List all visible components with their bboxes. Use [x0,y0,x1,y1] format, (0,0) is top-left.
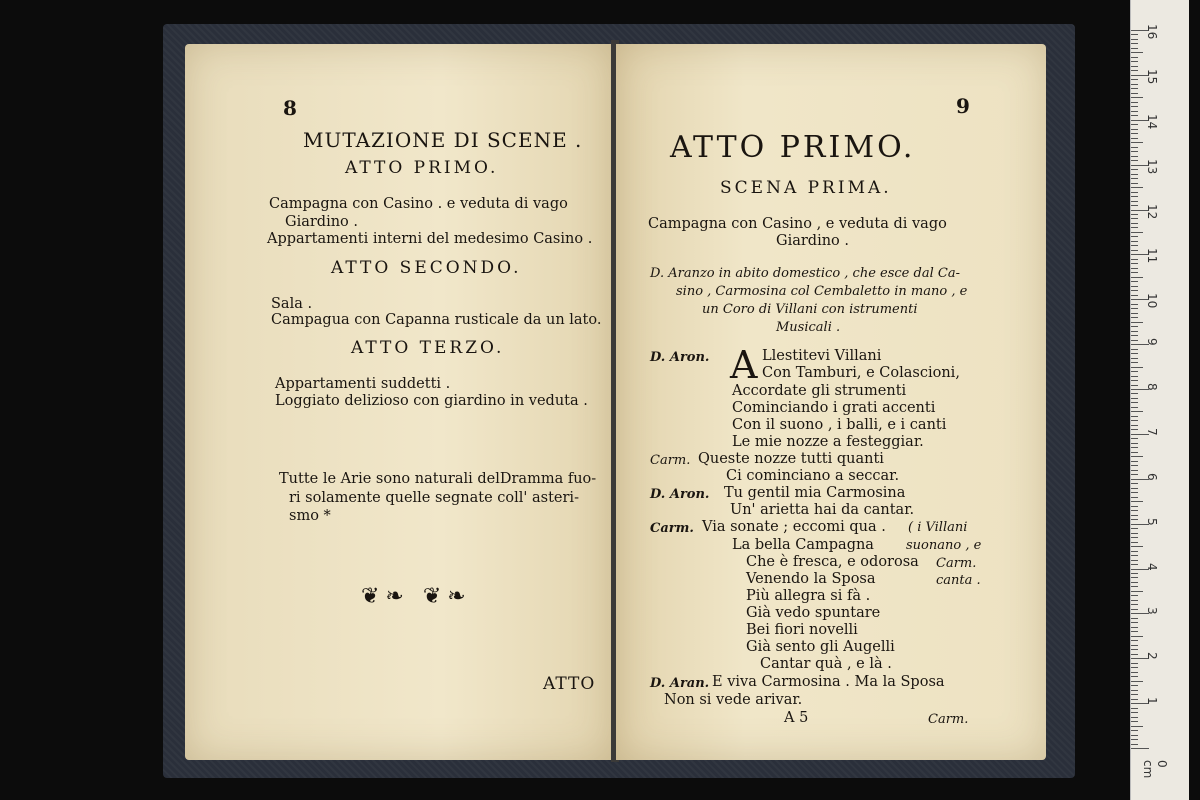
left-page [185,44,613,760]
drop-cap: A [730,343,758,387]
text-line: Sala . [271,296,313,312]
ruler-tick [1131,106,1138,107]
ruler-tick [1131,138,1138,139]
scene-heading: SCENA PRIMA. [720,178,892,198]
ruler-tick [1131,250,1138,251]
ruler-tick [1131,416,1138,417]
ruler-tick [1131,129,1138,130]
measurement-ruler [1130,0,1189,800]
ruler-tick [1131,708,1138,709]
ruler-tick [1131,425,1138,426]
ruler-tick [1131,717,1138,718]
verse-line: Le mie nozze a festeggiar. [732,434,924,450]
ruler-tick [1131,735,1138,736]
verse-line: Non si vede arivar. [664,692,803,708]
text-line: Campagua con Capanna rusticale da un lato. [271,312,602,328]
verse-line: E viva Carmosina . Ma la Sposa [712,674,945,690]
page-title: ATTO PRIMO. [670,130,916,165]
ruler-tick [1131,519,1138,520]
verse-line: Che è fresca, e odorosa [746,554,919,570]
ruler-tick [1131,443,1138,444]
ruler-tick [1131,160,1138,161]
ruler-tick [1131,205,1138,206]
ruler-tick [1131,582,1138,583]
ruler-tick [1131,398,1138,399]
ruler-tick [1131,690,1138,691]
page-title: MUTAZIONE DI SCENE . [303,128,583,152]
ruler-tick [1131,308,1138,309]
speaker: D. Aron. [650,487,710,502]
verse-line: Cantar quà , e là . [760,656,892,672]
ruler-tick [1131,712,1138,713]
ruler-tick [1131,649,1138,650]
ruler-tick [1131,595,1138,596]
ruler-tick [1131,187,1143,188]
ruler-tick [1131,183,1138,184]
ruler-tick [1131,335,1138,336]
page-number: 8 [283,96,297,120]
ruler-tick [1131,542,1138,543]
ruler-tick [1131,402,1138,403]
setting-line: Giardino . [776,233,850,249]
ruler-tick [1131,371,1138,372]
ruler-tick [1131,730,1138,731]
ruler-tick [1131,385,1138,386]
ruler-tick [1131,322,1143,323]
ruler-tick [1131,70,1138,71]
ruler-tick [1131,685,1138,686]
ruler-tick [1131,151,1138,152]
side-direction: canta . [936,573,981,588]
text-line: Loggiato delizioso con giardino in veduta . [275,393,588,409]
ruler-tick [1131,447,1138,448]
ruler-tick [1131,456,1143,457]
ruler-tick [1131,506,1138,507]
ruler-tick [1131,609,1138,610]
ruler-tick [1131,492,1138,493]
page-number: 9 [956,94,970,118]
ruler-unit-label: 0 cm [1141,760,1169,779]
verse-line: Queste nozze tutti quanti [698,451,884,467]
ruler-tick [1131,241,1138,242]
ruler-tick [1131,573,1138,574]
ruler-tick [1131,317,1138,318]
ruler-tick [1131,272,1138,273]
ruler-number: 8 [1145,383,1159,391]
verse-line: Venendo la Sposa [746,571,876,587]
ruler-tick [1131,223,1138,224]
signature-mark: A 5 [784,710,809,726]
ruler-tick [1131,192,1138,193]
ruler-number: 3 [1145,607,1159,616]
ruler-tick [1131,631,1138,632]
ruler-tick [1131,510,1138,511]
ruler-tick [1131,290,1138,291]
verse-line: Con il suono , i balli, e i canti [732,417,947,433]
ruler-tick [1131,461,1138,462]
ruler-tick [1131,169,1138,170]
ruler-number: 12 [1145,203,1159,219]
act-heading: ATTO PRIMO. [345,158,499,178]
ruler-tick [1131,411,1143,412]
ruler-number: 4 [1145,562,1159,571]
ruler-tick [1131,97,1143,98]
ruler-tick [1131,586,1138,587]
text-line: Campagna con Casino . e veduta di vago [269,196,568,212]
ruler-tick [1131,528,1138,529]
verse-line: Llestitevi Villani [762,348,882,364]
speaker: D. Aran. [650,676,710,691]
catchword: ATTO [543,674,596,694]
ruler-tick [1131,546,1143,547]
ruler-tick [1131,515,1138,516]
ruler-tick [1131,362,1138,363]
stage-direction: sino , Carmosina col Cembaletto in mano , e [676,284,968,299]
stage-direction: Musicali . [776,320,841,335]
ruler-tick [1131,465,1138,466]
ruler-tick [1131,93,1138,94]
ruler-tick [1131,115,1138,116]
ruler-tick [1131,174,1138,175]
ruler-tick [1131,739,1138,740]
ruler-tick [1131,236,1138,237]
ruler-tick [1131,663,1138,664]
ruler-tick [1131,34,1138,35]
text-line: Appartamenti interni del medesimo Casino . [267,231,593,247]
ruler-tick [1131,326,1138,327]
ruler-tick [1131,102,1138,103]
ruler-tick [1131,218,1138,219]
text-line: Appartamenti suddetti . [275,376,451,392]
verse-line: Più allegra si fà . [746,588,871,604]
verse-line: Con Tamburi, e Colascioni, [762,365,960,381]
ruler-tick [1131,124,1138,125]
ruler-tick [1131,681,1143,682]
ruler-tick [1131,84,1138,85]
ruler-tick [1131,600,1138,601]
ruler-tick [1131,277,1143,278]
ruler-tick [1131,497,1138,498]
ruler-tick [1131,61,1138,62]
ruler-number: 1 [1145,697,1159,705]
verse-line: Ci cominciano a seccar. [726,468,900,484]
verse-line: Bei fiori novelli [746,622,858,638]
verse-line: Cominciando i grati accenti [732,400,936,416]
stage-direction: un Coro di Villani con istrumenti [702,302,918,317]
ruler-tick [1131,721,1138,722]
ruler-tick [1131,420,1138,421]
ruler-tick [1131,676,1138,677]
ruler-tick [1131,483,1138,484]
stage-direction: D. Aranzo in abito domestico , che esce dal Ca- [650,266,960,281]
speaker: Carm. [650,453,691,468]
side-direction: ( i Villani [908,520,968,535]
ruler-number: 5 [1145,517,1159,526]
ruler-number: 15 [1145,68,1159,85]
ruler-tick [1131,744,1138,745]
ruler-tick [1131,43,1138,44]
ruler-tick [1131,66,1138,67]
ruler-number: 6 [1145,472,1159,481]
ruler-number: 9 [1145,338,1159,346]
ruler-tick [1131,694,1138,695]
ruler-tick [1131,227,1138,228]
ruler-tick [1131,353,1138,354]
text-line: Giardino . [285,214,359,230]
ruler-tick [1131,654,1138,655]
ruler-tick [1131,142,1143,143]
ornament: ❦❧ ❦❧ [361,584,472,609]
ruler-tick [1131,111,1138,112]
ruler-tick [1131,57,1138,58]
ruler-tick [1131,564,1138,565]
ruler-tick [1131,178,1138,179]
ruler-tick [1131,232,1143,233]
ruler-tick [1131,667,1138,668]
ruler-tick [1131,281,1138,282]
speaker: D. Aron. [650,350,710,365]
ruler-tick [1131,295,1138,296]
ruler-tick [1131,52,1143,53]
ruler-tick [1131,147,1138,148]
ruler-tick [1131,591,1143,592]
ruler-number: 16 [1145,24,1159,40]
ruler-tick [1131,304,1138,305]
ruler-number: 14 [1145,113,1159,130]
ruler-number: 2 [1145,652,1159,660]
ruler-tick [1131,560,1138,561]
ruler-tick [1131,48,1138,49]
ruler-tick [1131,407,1138,408]
ruler-tick [1131,263,1138,264]
ruler-tick [1131,636,1143,637]
ruler-tick [1131,627,1138,628]
verse-line: Tu gentil mia Carmosina [724,485,906,501]
ruler-tick [1131,640,1138,641]
ruler-tick [1131,214,1138,215]
ruler-tick [1131,245,1138,246]
note-line: ri solamente quelle segnate coll' asteri- [289,490,579,506]
side-direction: suonano , e [906,538,982,553]
note-line: smo * [289,508,331,524]
ruler-tick [1131,340,1138,341]
ruler-tick [1131,376,1138,377]
ruler-tick [1131,551,1138,552]
ruler-tick [1131,367,1143,368]
ruler-tick [1131,726,1143,727]
ruler-tick [1131,88,1138,89]
ruler-tick [1131,380,1138,381]
note-line: Tutte le Arie sono naturali delDramma fuo- [279,471,597,487]
ruler-tick [1131,349,1138,350]
ruler-number: 11 [1145,248,1159,264]
ruler-tick [1131,259,1138,260]
ruler-number: 7 [1145,427,1159,436]
ruler-tick [1131,331,1138,332]
ruler-tick [1131,501,1143,502]
verse-line: Già vedo spuntare [746,605,881,621]
ruler-tick [1131,79,1138,80]
catchword: Carm. [928,712,969,727]
ruler-tick [1131,645,1138,646]
ruler-tick [1131,618,1138,619]
verse-line: Un' arietta hai da cantar. [730,502,915,518]
ruler-tick [1131,672,1138,673]
ruler-tick [1131,488,1138,489]
ruler-tick [1131,748,1149,749]
ruler-tick [1131,393,1138,394]
ruler-tick [1131,133,1138,134]
ruler-tick [1131,474,1138,475]
ruler-tick [1131,429,1138,430]
ruler-tick [1131,39,1138,40]
ruler-tick [1131,555,1138,556]
ruler-tick [1131,196,1138,197]
ruler-tick [1131,604,1138,605]
setting-line: Campagna con Casino , e veduta di vago [648,216,947,232]
ruler-tick [1131,313,1138,314]
ruler-tick [1131,268,1138,269]
ruler-tick [1131,577,1138,578]
verse-line: La bella Campagna [732,537,874,553]
ruler-tick [1131,622,1138,623]
ruler-tick [1131,438,1138,439]
verse-line: Già sento gli Augelli [746,639,895,655]
side-direction: Carm. [936,556,977,571]
ruler-tick [1131,533,1138,534]
verse-line: Via sonate ; eccomi qua . [702,519,886,535]
ruler-tick [1131,537,1138,538]
verse-line: Accordate gli strumenti [732,383,907,399]
act-heading: ATTO SECONDO. [331,258,522,278]
ruler-tick [1131,470,1138,471]
ruler-tick [1131,286,1138,287]
ruler-tick [1131,201,1138,202]
ruler-number: 10 [1145,293,1159,309]
ruler-tick [1131,358,1138,359]
right-page [616,44,1046,760]
act-heading: ATTO TERZO. [351,338,505,358]
ruler-number: 13 [1145,158,1159,174]
ruler-tick [1131,156,1138,157]
ruler-tick [1131,452,1138,453]
speaker: Carm. [650,521,694,536]
ruler-tick [1131,699,1138,700]
